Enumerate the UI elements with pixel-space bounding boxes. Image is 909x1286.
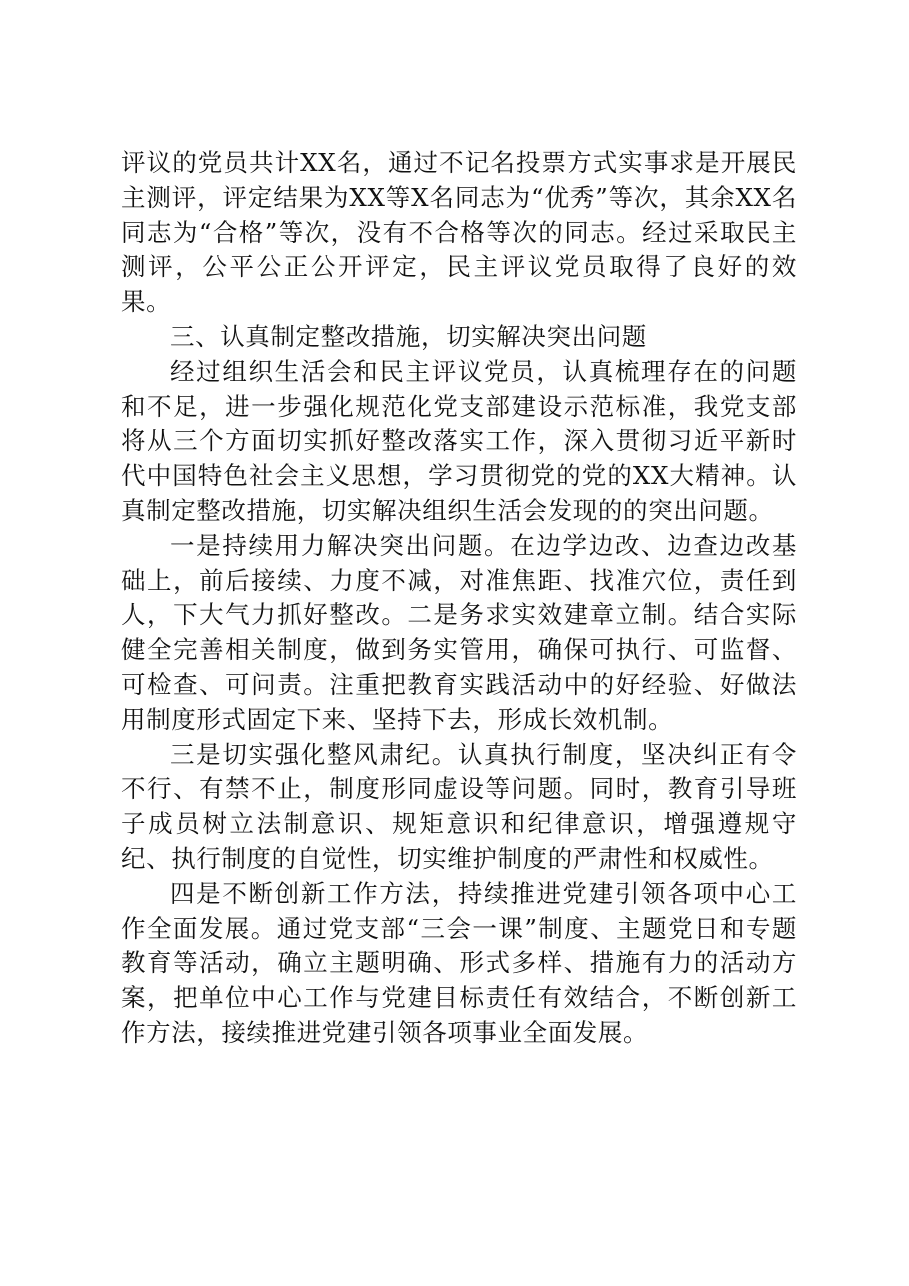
paragraph-measure-three: 三是切实强化整风肃纪。认真执行制度，坚决纠正有令不行、有禁不止，制度形同虚设等问题。同时，教育引导班子成员树立法制意识、规矩意识和纪律意识，增强遵规守纪、执行制度的自觉性，切实维护制度的严肃性和权威性。 xyxy=(121,739,797,873)
paragraph-measure-four: 四是不断创新工作方法，持续推进党建引领各项中心工作全面发展。通过党支部“三会一课”制度、主题党日和专题教育等活动，确立主题明确、形式多样、措施有力的活动方案，把单位中心工作与党建目标责任有效结合，不断创新工作方法，接续推进党建引领各项事业全面发展。 xyxy=(121,878,797,1047)
section-heading-rectification: 三、认真制定整改措施，切实解决突出问题 xyxy=(170,321,647,351)
document-page xyxy=(121,146,797,1051)
paragraph-evaluation-results: 评议的党员共计XX名，通过不记名投票方式实事求是开展民主测评，评定结果为XX等X名同志为“优秀”等次，其余XX名同志为“合格”等次，没有不合格等次的同志。经过采取民主测评，公平公正公开评定，民主评议党员取得了良好的效果。 xyxy=(121,148,797,317)
paragraph-measures-one-two: 一是持续用力解决突出问题。在边学边改、边查边改基础上，前后接续、力度不减，对准焦距、找准穴位，责任到人，下大气力抓好整改。二是务求实效建章立制。结合实际健全完善相关制度，做到务实管用，确保可执行、可监督、可检查、可问责。注重把教育实践活动中的好经验、好做法用制度形式固定下来、坚持下去，形成长效机制。 xyxy=(121,530,797,734)
paragraph-rectification-overview: 经过组织生活会和民主评议党员，认真梳理存在的问题和不足，进一步强化规范化党支部建设示范标准，我党支部将从三个方面切实抓好整改落实工作，深入贯彻习近平新时代中国特色社会主义思想，学习贯彻党的党的XX大精神。认真制定整改措施，切实解决组织生活会发现的的突出问题。 xyxy=(121,356,797,525)
